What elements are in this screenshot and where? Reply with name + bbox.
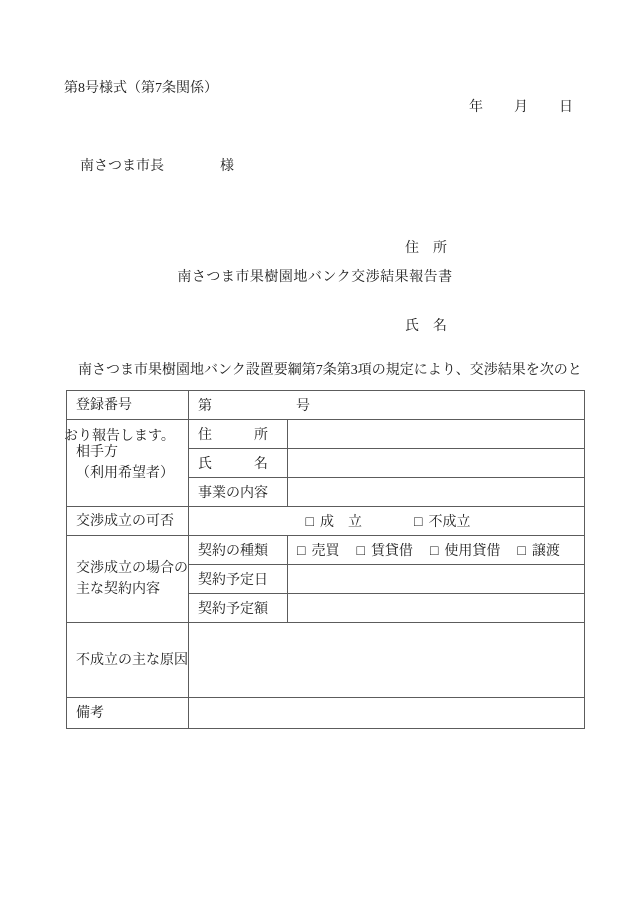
negotiation-result-label: 交渉成立の可否 xyxy=(67,507,189,536)
submitter-address-label: 住 所 xyxy=(405,241,447,256)
table-row xyxy=(67,623,585,698)
party-label-line1: 相手方 xyxy=(76,445,118,460)
option-lease-label: 賃貸借 xyxy=(370,544,413,559)
table-row xyxy=(67,698,585,729)
option-not-established-label: 不成立 xyxy=(428,515,471,530)
option-loan xyxy=(430,540,500,560)
party-business-label: 事業の内容 xyxy=(189,478,288,507)
option-transfer-label: 譲渡 xyxy=(531,544,560,559)
party-label-cell xyxy=(67,420,189,507)
document-title: 南さつま市果樹園地バンク交渉結果報告書 xyxy=(177,270,453,285)
party-business-value-cell xyxy=(288,478,585,507)
contract-type-options-cell xyxy=(288,536,585,565)
option-loan-label: 使用貸借 xyxy=(444,544,501,559)
contract-date-label: 契約予定日 xyxy=(189,565,288,594)
contract-label-cell xyxy=(67,536,189,623)
option-lease xyxy=(356,540,412,560)
contract-type-label: 契約の種類 xyxy=(189,536,288,565)
form-number: 第8号様式（第7条関係） xyxy=(64,81,218,96)
submitter-name-label: 氏 名 xyxy=(405,319,447,334)
failure-reason-label: 不成立の主な原因 xyxy=(67,623,189,698)
table-row xyxy=(67,420,585,449)
contract-amount-label: 契約予定額 xyxy=(189,594,288,623)
party-name-label: 氏 名 xyxy=(189,449,288,478)
checkbox-not-established-icon: □ xyxy=(414,515,423,530)
option-sale-label: 売買 xyxy=(311,544,340,559)
contract-amount-value-cell xyxy=(288,594,585,623)
option-established xyxy=(306,511,362,531)
checkbox-established-icon: □ xyxy=(305,515,314,530)
table-row xyxy=(67,391,585,420)
option-sale xyxy=(297,540,339,560)
checkbox-transfer-icon: □ xyxy=(517,544,526,559)
checkbox-lease-icon: □ xyxy=(356,544,365,559)
party-label-line2: （利用希望者） xyxy=(76,466,174,481)
table-row xyxy=(67,536,585,565)
checkbox-sale-icon: □ xyxy=(297,544,306,559)
report-table xyxy=(66,390,585,729)
date-line: 年 月 日 xyxy=(469,100,574,115)
remarks-label: 備考 xyxy=(67,698,189,729)
party-address-label: 住 所 xyxy=(189,420,288,449)
body-line-1: 南さつま市果樹園地バンク設置要綱第7条第3項の規定により、交渉結果を次のと xyxy=(64,363,582,378)
negotiation-result-options-cell xyxy=(189,507,585,536)
option-not-established xyxy=(414,511,470,531)
party-name-value-cell xyxy=(288,449,585,478)
contract-label-line1: 交渉成立の場合の xyxy=(76,561,188,576)
registration-number-label: 登録番号 xyxy=(67,391,189,420)
failure-reason-value-cell xyxy=(189,623,585,698)
option-transfer xyxy=(517,540,559,560)
remarks-value-cell xyxy=(189,698,585,729)
body-line-2: おり報告します。 xyxy=(64,429,175,444)
contract-date-value-cell xyxy=(288,565,585,594)
option-established-label: 成 立 xyxy=(320,515,362,530)
party-address-value-cell xyxy=(288,420,585,449)
table-row xyxy=(67,507,585,536)
registration-number-value: 第 号 xyxy=(189,391,585,420)
checkbox-loan-icon: □ xyxy=(429,544,439,559)
addressee-line: 南さつま市長 様 xyxy=(80,159,234,174)
contract-label-line2: 主な契約内容 xyxy=(76,582,160,597)
